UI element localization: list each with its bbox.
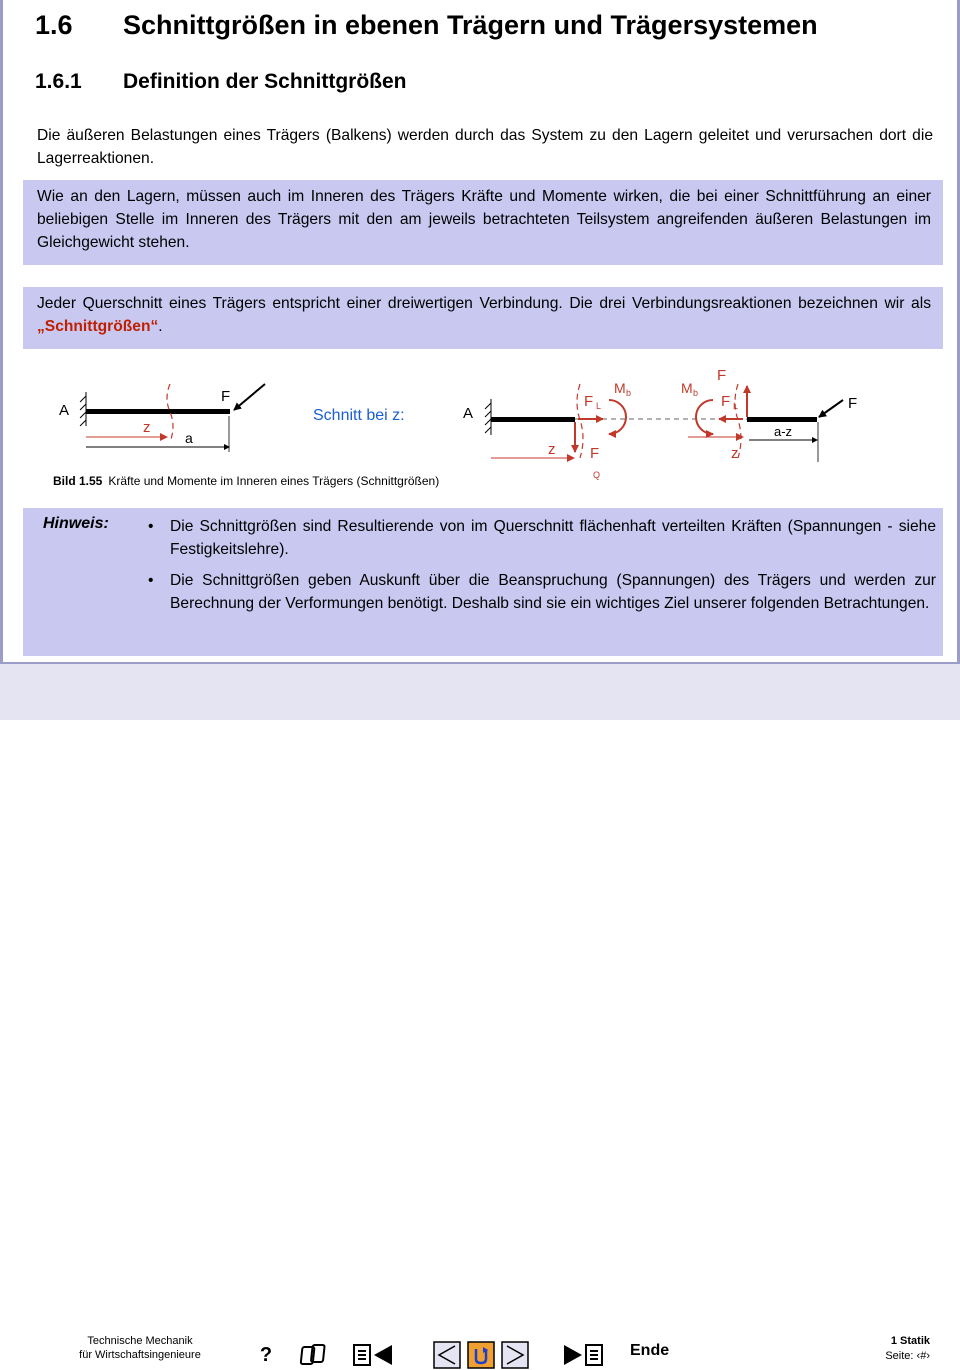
left-beam-segment xyxy=(491,417,575,422)
fq-left-label: F xyxy=(590,445,600,462)
right-z-left-label: z xyxy=(548,441,556,458)
page-title xyxy=(35,10,818,41)
right-support-label: A xyxy=(463,405,474,422)
schnittgroessen-term: „Schnittgrößen“ xyxy=(37,318,159,335)
hinweis-label: Hinweis: xyxy=(43,515,109,532)
subsection-number: 1.6.1 xyxy=(35,70,82,93)
right-force-label: F xyxy=(848,395,858,412)
forward-icon xyxy=(501,1341,529,1369)
cross-section-paragraph xyxy=(37,292,931,338)
footer-course-line2: für Wirtschaftsingenieure xyxy=(79,1349,201,1361)
intro-paragraph: Die äußeren Belastungen eines Trägers (Balkens) werden durch das System zu den Lagern geleitet und verursachen dort die Lagerreaktionen. xyxy=(37,127,933,167)
help-button[interactable] xyxy=(252,1340,280,1370)
first-page-button[interactable] xyxy=(352,1340,396,1370)
figure-number: Bild 1.55 xyxy=(53,474,103,488)
subsection-title: Definition der Schnittgrößen xyxy=(123,70,407,93)
home-icon xyxy=(467,1341,495,1369)
figure-caption-text: Kräfte und Momente im Inneren eines Trägers (Schnittgrößen) xyxy=(108,474,440,488)
mb-right-label: M xyxy=(681,380,693,396)
fl-right-label: F xyxy=(721,393,731,410)
book-icon xyxy=(300,1342,328,1368)
right-wall-support xyxy=(485,399,491,435)
hinweis-bullet-text: Die Schnittgrößen geben Auskunft über die Beanspruchung (Spannungen) des Trägers und werden zur Berechnung der Verformungen benötigt. Deshalb sind sie ein wichtiges Ziel unserer folgenden Betrachtungen. xyxy=(170,572,936,612)
right-force-arrow xyxy=(819,400,843,417)
moment-right-arc xyxy=(696,400,713,434)
page-number: ‹#› xyxy=(916,1350,930,1362)
mb-right-sub: b xyxy=(693,388,699,398)
a-minus-z-label: a-z xyxy=(774,424,793,439)
left-force-label: F xyxy=(221,388,231,405)
cross-section-text: Jeder Querschnitt eines Trägers entspricht einer dreiwertigen Verbindung. Die drei Verbindungsreaktionen bezeichnen wir als xyxy=(37,295,931,312)
hinweis-bullet-text: Die Schnittgrößen sind Resultierende von im Querschnitt flächenhaft verteilten Kräften (Spannungen - siehe Festigkeitslehre). xyxy=(170,518,936,558)
footer-bar xyxy=(0,662,960,1366)
back-icon xyxy=(433,1341,461,1369)
mb-left-sub: b xyxy=(626,388,632,398)
fl-left-label: F xyxy=(584,393,594,410)
left-z-label: z xyxy=(143,419,151,436)
right-z-right-label: z xyxy=(731,445,739,462)
last-page-icon xyxy=(560,1342,604,1368)
help-icon: ? xyxy=(259,1343,273,1366)
left-support-label: A xyxy=(59,402,70,419)
right-beam-system xyxy=(463,367,857,480)
chapter-label: 1 Statik xyxy=(890,1335,930,1347)
fq-right-label: F xyxy=(717,367,727,384)
page-label: Seite: xyxy=(885,1350,914,1362)
home-button[interactable] xyxy=(467,1340,495,1370)
end-button[interactable]: Ende xyxy=(630,1342,670,1359)
left-a-label: a xyxy=(185,430,193,446)
left-beam-system xyxy=(59,384,265,452)
last-page-button[interactable] xyxy=(560,1340,604,1370)
slide xyxy=(0,0,960,662)
moment-left-arc xyxy=(609,400,626,434)
fl-left-sub: L xyxy=(596,401,602,411)
subsection-heading xyxy=(35,70,407,94)
hinweis-list xyxy=(148,515,936,623)
back-button[interactable] xyxy=(433,1340,461,1370)
highlight-box-cross-section xyxy=(23,287,943,349)
list-item xyxy=(148,515,936,561)
mb-left-label: M xyxy=(614,380,626,396)
footer-page-info xyxy=(885,1334,930,1364)
first-page-icon xyxy=(352,1342,396,1368)
left-beam xyxy=(86,409,230,414)
section-number: 1.6 xyxy=(35,10,73,40)
cross-section-period: . xyxy=(158,318,163,335)
left-force-arrow xyxy=(234,384,265,410)
cut-face-left xyxy=(577,384,583,458)
footer-course-line1: Technische Mechanik xyxy=(87,1335,193,1347)
book-button[interactable] xyxy=(300,1340,328,1370)
right-beam-segment xyxy=(747,417,817,422)
fq-left-sub: Q xyxy=(593,470,601,480)
list-item xyxy=(148,569,936,615)
footer-course-title xyxy=(60,1334,220,1362)
section-title: Schnittgrößen in ebenen Trägern und Trägersystemen xyxy=(123,10,818,40)
internal-forces-paragraph: Wie an den Lagern, müssen auch im Inneren des Trägers Kräfte und Momente wirken, die bei einer Schnittführung an einer beliebigen Stelle im Inneren des Trägers mit den am jeweils betrachteten Teilsystem angreifenden äußeren Belastungen im Gleichgewicht stehen. xyxy=(37,188,931,251)
cut-label: Schnitt bei z: xyxy=(313,407,405,424)
fl-right-sub: L xyxy=(733,401,739,411)
figure-caption xyxy=(53,474,439,488)
forward-button[interactable] xyxy=(501,1340,529,1370)
left-wall-support xyxy=(80,392,86,426)
bullet-marker: • xyxy=(148,518,154,535)
highlight-box-internal-forces xyxy=(23,180,943,265)
page-number-line xyxy=(885,1349,930,1364)
bullet-marker: • xyxy=(148,572,154,589)
